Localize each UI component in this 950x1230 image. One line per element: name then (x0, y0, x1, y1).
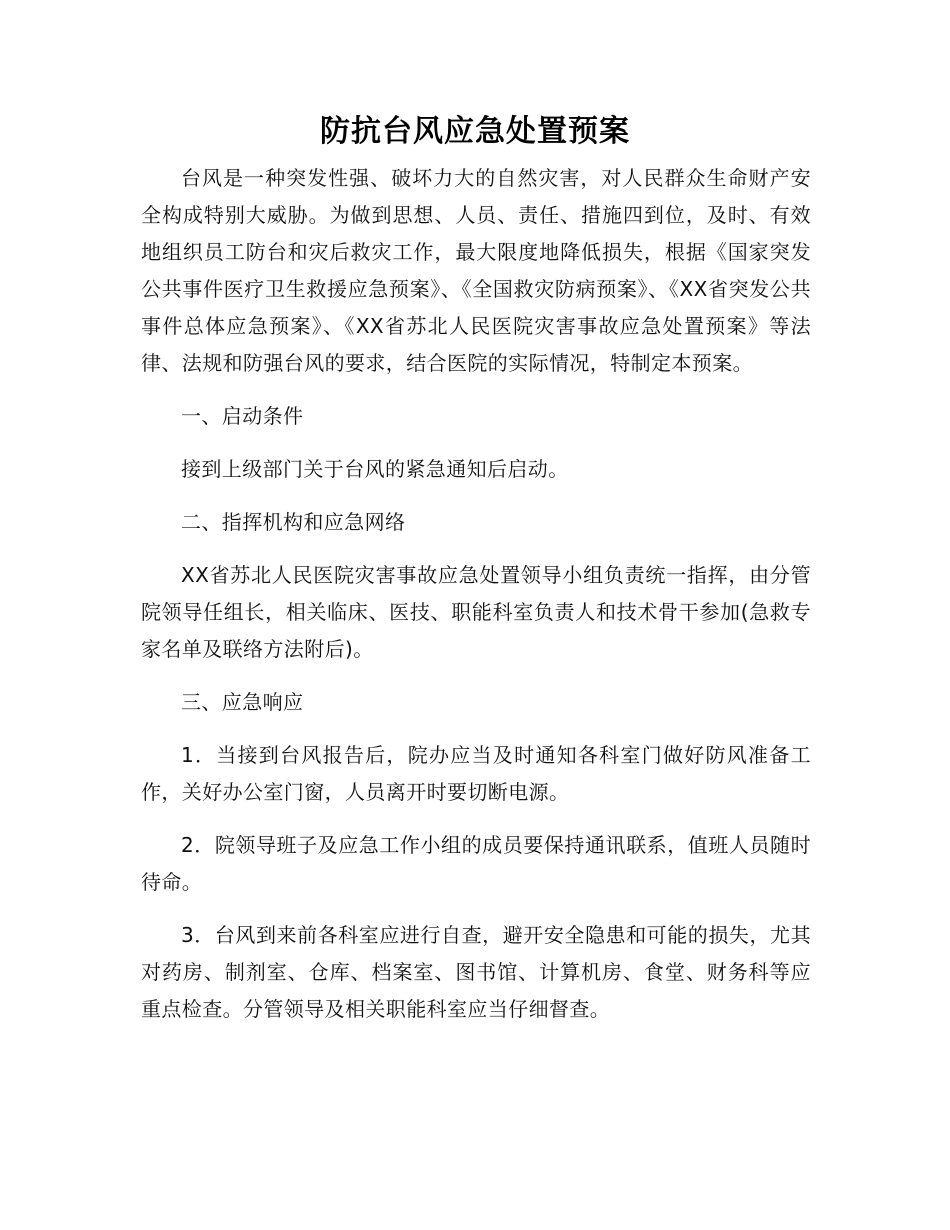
document-body (141, 160, 811, 1044)
command-structure-paragraph: XX省苏北人民医院灾害事故应急处置领导小组负责统一指挥，由分管院领导任组长，相关临床、医技、职能科室负责人和技术骨干参加(急救专家名单及联络方法附后)。 (141, 563, 811, 661)
response-item-2: 2．院领导班子及应急工作小组的成员要保持通讯联系，值班人员随时待命。 (141, 833, 811, 894)
section-heading-command-structure: 二、指挥机构和应急网络 (181, 510, 406, 534)
intro-paragraph: 台风是一种突发性强、破坏力大的自然灾害，对人民群众生命财产安全构成特别大威胁。为做到思想、人员、责任、措施四到位，及时、有效地组织员工防台和灾后救灾工作，最大限度地降低损失，根据《国家突发公共事件医疗卫生救援应急预案》、《全国救灾防病预案》、《XX省突发公共事件总体应急预案》、《XX省苏北人民医院灾害事故应急处置预案》等法律、法规和防强台风的要求，结合医院的实际情况，特制定本预案。 (141, 166, 811, 375)
response-item-3: 3．台风到来前各科室应进行自查，避开安全隐患和可能的损失，尤其对药房、制剂室、仓库、档案室、图书馆、计算机房、食堂、财务科等应重点检查。分管领导及相关职能科室应当仔细督查。 (141, 923, 811, 1021)
response-item-1: 1．当接到台风报告后，院办应当及时通知各科室门做好防风准备工作，关好办公室门窗，人员离开时要切断电源。 (141, 743, 811, 804)
section-heading-start-conditions: 一、启动条件 (181, 404, 304, 428)
start-conditions-paragraph: 接到上级部门关于台风的紧急通知后启动。 (181, 457, 569, 481)
document-title: 防抗台风应急处置预案 (320, 114, 630, 149)
section-heading-emergency-response: 三、应急响应 (181, 690, 304, 714)
